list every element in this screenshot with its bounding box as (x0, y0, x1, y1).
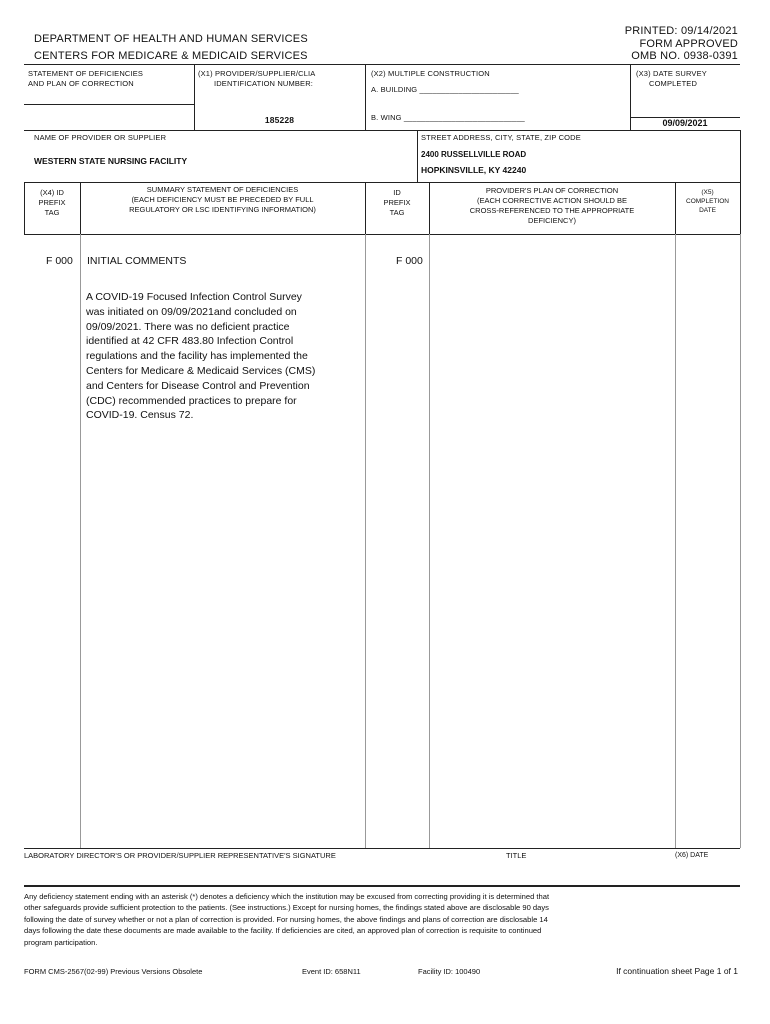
x4-id-prefix-tag-header (24, 188, 80, 218)
x1-label-2: IDENTIFICATION NUMBER: (214, 79, 313, 88)
summary-header-line-3: REGULATORY OR LSC IDENTIFYING INFORMATION) (129, 205, 316, 214)
id-header-line-2: PREFIX (383, 198, 411, 207)
signature-date-label: (X6) DATE (675, 852, 709, 859)
plan-header-line-1: PROVIDER'S PLAN OF CORRECTION (485, 186, 619, 195)
id-prefix-tag-header (365, 188, 429, 218)
plan-header-line-4: DEFICIENCY) (528, 216, 576, 225)
continuation-page: If continuation sheet Page 1 of 1 (616, 966, 738, 976)
statement-label-1: STATEMENT OF DEFICIENCIES (28, 69, 144, 78)
x5-header-line-1: (X5) (701, 189, 714, 196)
statement-label-2: AND PLAN OF CORRECTION (28, 79, 134, 88)
agency-line-1: DEPARTMENT OF HEALTH AND HUMAN SERVICES (34, 33, 308, 45)
provider-id-number: 185228 (264, 115, 295, 125)
x3-label-2: COMPLETED (649, 79, 698, 88)
x4-header-line-1: (X4) ID (40, 188, 64, 197)
plan-header-line-3: CROSS-REFERENCED TO THE APPROPRIATE (469, 206, 635, 215)
x1-label-1: (X1) PROVIDER/SUPPLIER/CLIA (198, 69, 316, 78)
address-label: STREET ADDRESS, CITY, STATE, ZIP CODE (421, 133, 581, 142)
entry-tag-right: F 000 (396, 255, 423, 267)
provider-city: HOPKINSVILLE, KY 42240 (421, 165, 527, 175)
id-header-line-1: ID (393, 188, 401, 197)
form-approved: FORM APPROVED (639, 38, 738, 50)
provider-name: WESTERN STATE NURSING FACILITY (34, 156, 188, 166)
entry-tag-left: F 000 (46, 255, 73, 267)
form-number: FORM CMS-2567(02-99) Previous Versions Obsolete (24, 967, 203, 976)
plan-of-correction-header (429, 186, 675, 226)
event-id: Event ID: 658N11 (302, 967, 361, 976)
survey-completed-date: 09/09/2021 (662, 118, 708, 128)
entry-heading: INITIAL COMMENTS (87, 255, 187, 267)
omb-number: OMB NO. 0938-0391 (631, 50, 738, 62)
id-header-line-3: TAG (389, 208, 405, 217)
title-label: TITLE (506, 851, 527, 860)
x2-label: (X2) MULTIPLE CONSTRUCTION (371, 69, 490, 78)
plan-header-line-2: (EACH CORRECTIVE ACTION SHOULD BE (476, 196, 628, 205)
summary-header-line-1: SUMMARY STATEMENT OF DEFICIENCIES (146, 185, 299, 194)
agency-line-2: CENTERS FOR MEDICARE & MEDICAID SERVICES (34, 50, 308, 62)
x3-label-1: (X3) DATE SURVEY (636, 69, 707, 78)
provider-street: 2400 RUSSELLVILLE ROAD (421, 150, 527, 159)
provider-name-label: NAME OF PROVIDER OR SUPPLIER (34, 133, 167, 142)
facility-id: Facility ID: 100490 (418, 967, 481, 976)
x4-header-line-3: TAG (44, 208, 60, 217)
x4-header-line-2: PREFIX (38, 198, 66, 207)
summary-statement-header (80, 185, 365, 215)
building-field: A. BUILDING _______________________ (371, 85, 519, 94)
x5-header-line-2: COMPLETION (686, 198, 729, 205)
disclosure-notice: Any deficiency statement ending with an asterisk (*) denotes a deficiency which the institution may be excused from correcting providing it is determined that other safeguards provide sufficient protection to the patients. (See instructions.) Except for nursing homes, the findings stated above are disclosable 90 days following the date of survey whether or not a plan of correction is provided. For nursing homes, the above findings and plans of correction are disclosable 14 days following the date these documents are made available to the facility. If deficiencies are cited, an approved plan of correction is requisite to continued program participation. (24, 892, 550, 947)
x5-header-line-3: DATE (699, 207, 716, 214)
completion-date-header (675, 188, 740, 215)
entry-body-text: A COVID-19 Focused Infection Control Survey was initiated on 09/09/2021and concluded on 09/09/2021. There was no deficient practice identified at 42 CFR 483.80 Infection Control regulations and the facility has implemented the Centers for Medicare & Medicaid Services (CMS) and Centers for Disease Control and Prevention (CDC) recommended practices to prepare for COVID-19. Census 72. (86, 291, 316, 422)
wing-field: B. WING ____________________________ (371, 113, 525, 122)
summary-header-line-2: (EACH DEFICIENCY MUST BE PRECEDED BY FULL (131, 195, 314, 204)
printed-date: PRINTED: 09/14/2021 (624, 25, 738, 37)
signature-label: LABORATORY DIRECTOR'S OR PROVIDER/SUPPLIER REPRESENTATIVE'S SIGNATURE (24, 851, 336, 860)
